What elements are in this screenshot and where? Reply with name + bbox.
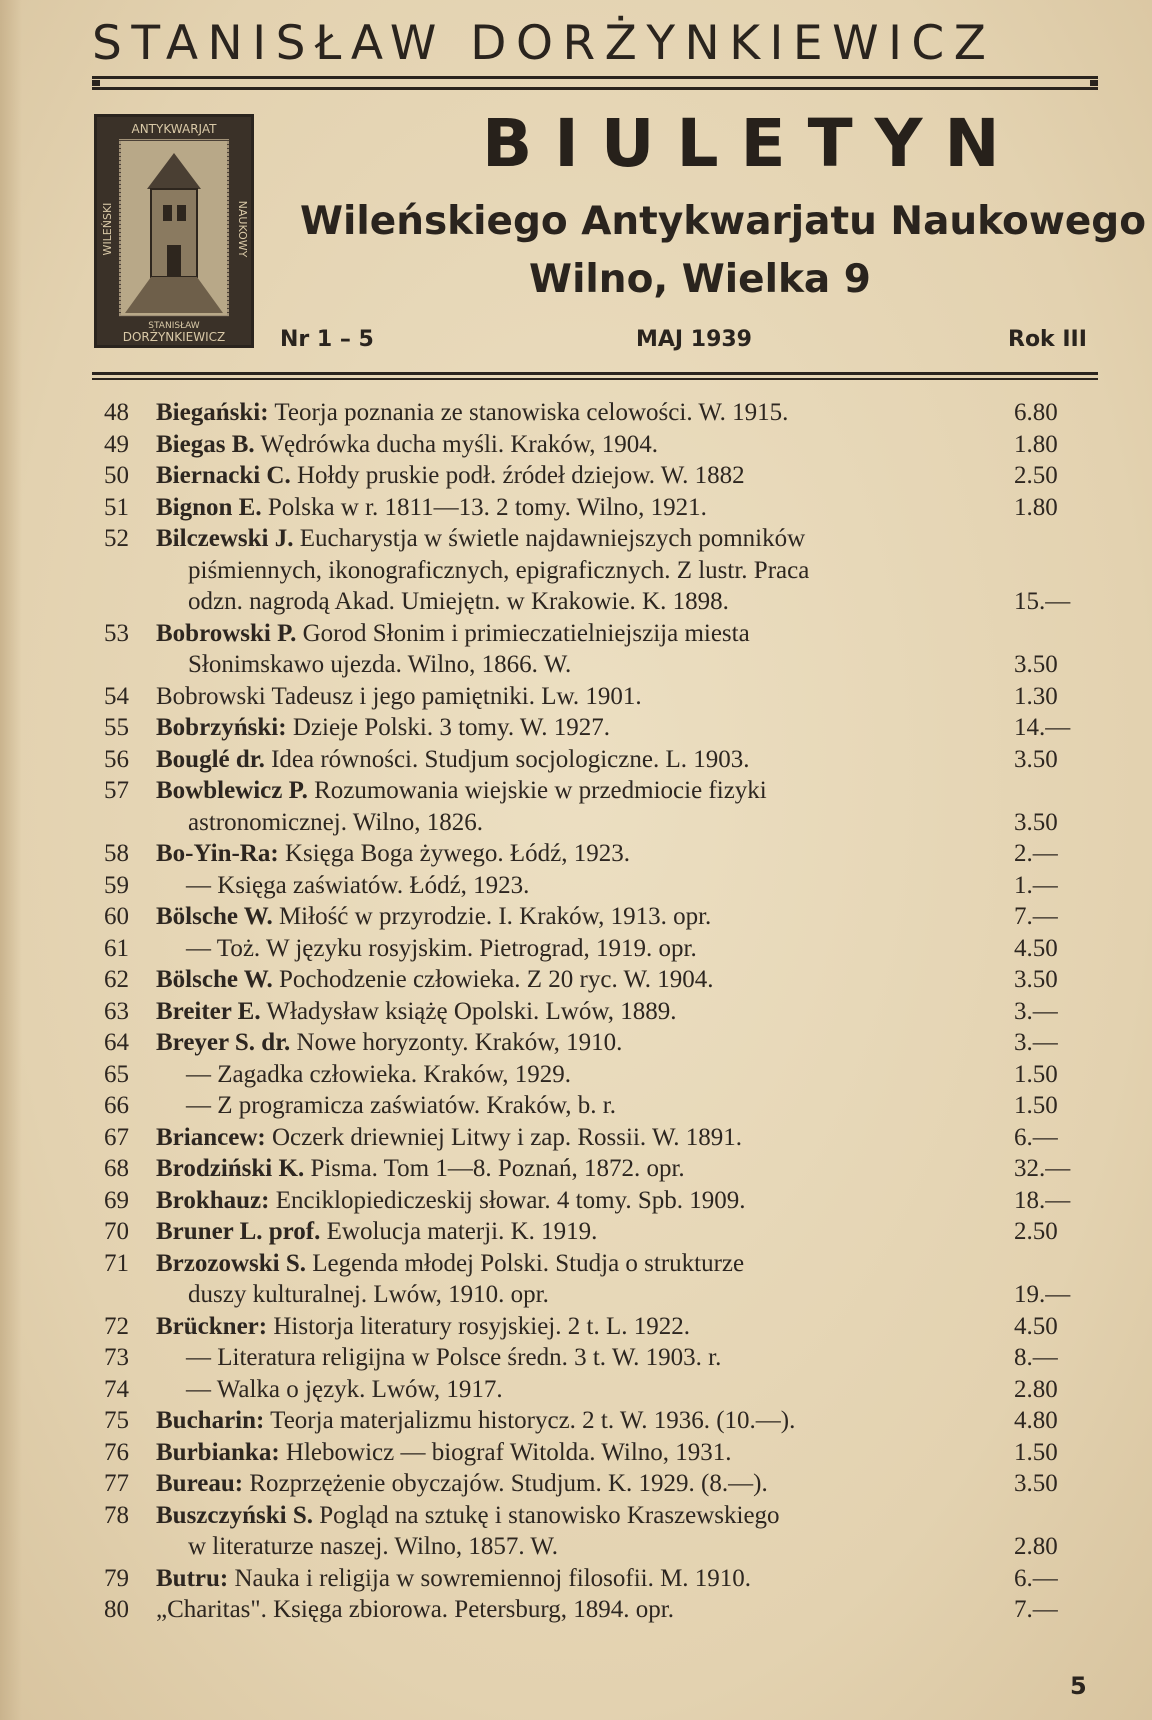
entry-price: 1.50 bbox=[1014, 1438, 1058, 1466]
entry-author: Buszczyński S. bbox=[156, 1501, 313, 1529]
entry-number: 75 bbox=[104, 1407, 129, 1434]
entry-number: 54 bbox=[104, 682, 129, 710]
entry-text bbox=[186, 1342, 721, 1374]
entry-price: 2.80 bbox=[1014, 1533, 1058, 1560]
entry-number: 69 bbox=[104, 1186, 129, 1214]
catalog-entry-line bbox=[104, 397, 1104, 429]
entry-author: Brokhauz: bbox=[156, 1186, 270, 1214]
entry-price: 19.— bbox=[1014, 1281, 1071, 1308]
entry-price: 3.50 bbox=[1014, 966, 1058, 993]
entry-text bbox=[156, 429, 658, 461]
entry-price: 1.80 bbox=[1014, 493, 1058, 521]
entry-description: Gorod Słonim i primieczatielniejszija miesta bbox=[302, 619, 750, 647]
catalog-entry-line bbox=[104, 1090, 1104, 1122]
catalog-entry-line bbox=[104, 1563, 1104, 1595]
entry-description: Teorja poznania ze stanowiska celowości. W. 1915. bbox=[274, 399, 789, 426]
catalog-entry-line bbox=[104, 523, 1104, 555]
catalog-entry-line bbox=[104, 1216, 1104, 1248]
entry-description: Pisma. Tom 1—8. Poznań, 1872. opr. bbox=[310, 1155, 685, 1182]
logo-left-text: WILEŃSKI bbox=[101, 202, 114, 256]
entry-author: Bowblewicz P. bbox=[156, 777, 308, 804]
issue-number: Nr 1 – 5 bbox=[280, 327, 374, 352]
entry-description: w literaturze naszej. Wilno, 1857. W. bbox=[188, 1533, 558, 1560]
header-bottom-rule bbox=[92, 372, 1098, 380]
entry-description: Władysław książę Opolski. Lwów, 1889. bbox=[266, 997, 677, 1025]
entry-number: 63 bbox=[104, 997, 129, 1025]
logo-right-text: NAUKOWY bbox=[236, 200, 249, 258]
entry-price: 3.50 bbox=[1014, 808, 1058, 836]
catalog-entry-line bbox=[104, 744, 1104, 776]
entry-author: Brückner: bbox=[156, 1312, 268, 1340]
entry-text bbox=[156, 775, 767, 807]
entry-number: 70 bbox=[104, 1218, 129, 1245]
catalog-entry-line bbox=[104, 1311, 1104, 1343]
entry-text bbox=[156, 492, 707, 524]
catalog-entry-line bbox=[104, 618, 1104, 650]
entry-number: 61 bbox=[104, 934, 129, 962]
entry-description: — Zagadka człowieka. Kraków, 1929. bbox=[186, 1060, 572, 1088]
entry-price: 2.50 bbox=[1014, 1218, 1058, 1245]
entry-description: Pochodzenie człowieka. Z 20 ryc. W. 1904. bbox=[278, 966, 714, 993]
catalog-entry-line bbox=[104, 1059, 1104, 1091]
entry-price: 14.— bbox=[1014, 714, 1071, 741]
catalog-entry-line bbox=[104, 681, 1104, 713]
entry-author: Breyer S. dr. bbox=[156, 1029, 291, 1056]
entry-text bbox=[156, 1185, 746, 1217]
entry-text bbox=[186, 1374, 503, 1406]
entry-price: 6.80 bbox=[1014, 399, 1058, 426]
issue-date: MAJ 1939 bbox=[636, 327, 752, 352]
catalog-entry-line bbox=[104, 1279, 1104, 1311]
entry-text bbox=[156, 964, 714, 996]
entry-number: 80 bbox=[104, 1596, 129, 1623]
entry-text bbox=[156, 996, 677, 1028]
catalog-entry-line bbox=[104, 838, 1104, 870]
catalog-entry-line bbox=[104, 1374, 1104, 1406]
entry-number: 72 bbox=[104, 1312, 129, 1340]
catalog-entry-line bbox=[104, 775, 1104, 807]
entry-author: Bouglé dr. bbox=[156, 745, 265, 773]
page-number: 5 bbox=[1070, 1672, 1087, 1700]
catalog-entry-line bbox=[104, 1153, 1104, 1185]
entry-description: duszy kulturalnej. Lwów, 1910. opr. bbox=[188, 1281, 549, 1308]
entry-description: Nowe horyzonty. Kraków, 1910. bbox=[296, 1029, 623, 1056]
tower-emblem-icon bbox=[97, 117, 251, 345]
entry-author: Bruner L. prof. bbox=[156, 1218, 321, 1245]
entry-author: Bölsche W. bbox=[156, 966, 273, 993]
entry-description: Słonimskawo ujezda. Wilno, 1866. W. bbox=[188, 651, 572, 678]
catalog-entries bbox=[104, 397, 1104, 1626]
entry-description: — Literatura religijna w Polsce średn. 3 t. W. 1903. r. bbox=[186, 1344, 722, 1371]
entry-description: Polska w r. 1811—13. 2 tomy. Wilno, 1921. bbox=[267, 493, 707, 521]
entry-number: 58 bbox=[104, 840, 129, 867]
entry-description: — Walka o język. Lwów, 1917. bbox=[186, 1375, 503, 1403]
entry-author: Butru: bbox=[156, 1564, 229, 1592]
entry-number: 59 bbox=[104, 871, 129, 899]
entry-description: Eucharystja w świetle najdawniejszych pomników bbox=[299, 525, 806, 552]
catalog-entry-line bbox=[104, 460, 1104, 492]
entry-price: 2.80 bbox=[1014, 1375, 1058, 1403]
entry-description: Hlebowicz — biograf Witolda. Wilno, 1931. bbox=[285, 1438, 732, 1466]
entry-author: Bobrzyński: bbox=[156, 714, 287, 741]
entry-number: 66 bbox=[104, 1092, 129, 1119]
entry-number: 49 bbox=[104, 430, 129, 458]
entry-description: Teorja materjalizmu historycz. 2 t. W. 1936. (10.—). bbox=[270, 1407, 796, 1434]
entry-author: Bo-Yin-Ra: bbox=[156, 840, 279, 867]
entry-price: 2.— bbox=[1014, 840, 1058, 867]
entry-description: Dzieje Polski. 3 tomy. W. 1927. bbox=[292, 714, 610, 741]
entry-price: 1.80 bbox=[1014, 430, 1058, 458]
entry-price: 6.— bbox=[1014, 1123, 1058, 1151]
entry-price: 4.50 bbox=[1014, 934, 1058, 962]
entry-number: 68 bbox=[104, 1155, 129, 1182]
entry-number: 50 bbox=[104, 462, 129, 489]
entry-description: Bobrowski Tadeusz i jego pamiętniki. Lw. 1901. bbox=[156, 682, 642, 710]
entry-text bbox=[156, 1468, 768, 1500]
entry-price: 32.— bbox=[1014, 1155, 1071, 1182]
entry-number: 55 bbox=[104, 714, 129, 741]
catalog-entry-line bbox=[104, 1248, 1104, 1280]
entry-number: 71 bbox=[104, 1249, 129, 1277]
entry-price: 8.— bbox=[1014, 1344, 1058, 1371]
entry-text bbox=[156, 1405, 795, 1437]
entry-author: Burbianka: bbox=[156, 1438, 280, 1466]
entry-text bbox=[156, 397, 788, 429]
entry-author: Biegański: bbox=[156, 399, 269, 426]
entry-price: 2.50 bbox=[1014, 462, 1058, 489]
entry-price: 3.— bbox=[1014, 1029, 1058, 1056]
logo-bottom-text-1: STANISŁAW bbox=[148, 321, 200, 331]
entry-author: Bilczewski J. bbox=[156, 525, 294, 552]
catalog-entry-line bbox=[104, 1342, 1104, 1374]
entry-number: 74 bbox=[104, 1375, 129, 1403]
entry-price: 1.50 bbox=[1014, 1060, 1058, 1088]
entry-text bbox=[188, 649, 571, 681]
entry-author: Brzozowski S. bbox=[156, 1249, 306, 1277]
entry-text bbox=[188, 1279, 549, 1311]
bulletin-subtitle: Wileńskiego Antykwarjatu Naukowego bbox=[300, 199, 1147, 244]
entry-description: odzn. nagrodą Akad. Umiejętn. w Krakowie. K. 1898. bbox=[188, 588, 729, 615]
entry-text bbox=[156, 1311, 690, 1343]
logo-top-text: ANTYKWARJAT bbox=[131, 122, 217, 136]
header-double-rule bbox=[92, 76, 1098, 90]
entry-number: 56 bbox=[104, 745, 129, 773]
entry-number: 76 bbox=[104, 1438, 129, 1466]
catalog-entry-line bbox=[104, 492, 1104, 524]
entry-price: 3.— bbox=[1014, 997, 1058, 1025]
catalog-entry-line bbox=[104, 1594, 1104, 1626]
catalog-entry-line bbox=[104, 996, 1104, 1028]
entry-text bbox=[156, 744, 749, 776]
entry-price: 18.— bbox=[1014, 1186, 1071, 1214]
entry-price: 1.30 bbox=[1014, 682, 1058, 710]
entry-text bbox=[186, 933, 697, 965]
entry-text bbox=[156, 523, 805, 555]
entry-number: 64 bbox=[104, 1029, 129, 1056]
entry-number: 53 bbox=[104, 619, 129, 647]
entry-description: Idea równości. Studjum socjologiczne. L. 1903. bbox=[271, 745, 750, 773]
catalog-entry-line bbox=[104, 1500, 1104, 1532]
entry-text bbox=[156, 681, 642, 713]
entry-description: Księga Boga żywego. Łódź, 1923. bbox=[284, 840, 630, 867]
entry-text bbox=[186, 1090, 616, 1122]
entry-price: 3.50 bbox=[1014, 745, 1058, 773]
entry-text bbox=[156, 1153, 685, 1185]
logo-bottom-text-2: DORŻYNKIEWICZ bbox=[122, 330, 226, 344]
catalog-entry-line bbox=[104, 870, 1104, 902]
entry-text bbox=[188, 586, 729, 618]
entry-number: 52 bbox=[104, 525, 129, 552]
entry-price: 7.— bbox=[1014, 1596, 1058, 1623]
entry-price: 1.50 bbox=[1014, 1092, 1058, 1119]
entry-text bbox=[156, 618, 750, 650]
entry-number: 73 bbox=[104, 1344, 129, 1371]
catalog-entry-line bbox=[104, 429, 1104, 461]
entry-text bbox=[186, 870, 529, 902]
entry-description: Legenda młodej Polski. Studja o strukturze bbox=[312, 1249, 745, 1277]
entry-number: 79 bbox=[104, 1564, 129, 1592]
catalog-entry-line bbox=[104, 933, 1104, 965]
catalog-entry-line bbox=[104, 1027, 1104, 1059]
entry-description: Oczerk driewniej Litwy i zap. Rossii. W. 1891. bbox=[271, 1123, 743, 1151]
entry-number: 51 bbox=[104, 493, 129, 521]
entry-author: Bureau: bbox=[156, 1470, 244, 1497]
entry-text bbox=[156, 1122, 742, 1154]
entry-text bbox=[188, 555, 809, 587]
entry-description: Miłość w przyrodzie. I. Kraków, 1913. opr. bbox=[278, 903, 712, 930]
entry-text bbox=[156, 1027, 622, 1059]
entry-text bbox=[156, 1500, 780, 1532]
catalog-entry-line bbox=[104, 901, 1104, 933]
entry-number: 62 bbox=[104, 966, 129, 993]
entry-text bbox=[156, 1437, 732, 1469]
entry-description: Wędrówka ducha myśli. Kraków, 1904. bbox=[260, 430, 659, 458]
entry-description: piśmiennych, ikonograficznych, epigraficznych. Z lustr. Praca bbox=[188, 556, 810, 584]
entry-number: 48 bbox=[104, 399, 129, 426]
catalog-entry-line bbox=[104, 1405, 1104, 1437]
entry-description: Nauka i religija w sowremiennoj filosofii. M. 1910. bbox=[234, 1564, 752, 1592]
entry-price: 3.50 bbox=[1014, 651, 1058, 678]
entry-price: 6.— bbox=[1014, 1564, 1058, 1592]
entry-text bbox=[188, 807, 483, 839]
entry-description: — Księga zaświatów. Łódź, 1923. bbox=[186, 871, 530, 899]
entry-price: 7.— bbox=[1014, 903, 1058, 930]
catalog-entry-line bbox=[104, 1122, 1104, 1154]
entry-description: Enciklopiediczeskij słowar. 4 tomy. Spb. 1909. bbox=[275, 1186, 746, 1214]
entry-text bbox=[156, 1216, 597, 1248]
catalog-entry-line bbox=[104, 555, 1104, 587]
entry-author: Bignon E. bbox=[156, 493, 262, 521]
catalog-entry-line bbox=[104, 649, 1104, 681]
entry-number: 77 bbox=[104, 1470, 129, 1497]
entry-text bbox=[188, 1531, 558, 1563]
entry-number: 78 bbox=[104, 1501, 129, 1529]
entry-author: Bölsche W. bbox=[156, 903, 273, 930]
entry-description: Rozprzężenie obyczajów. Studjum. K. 1929. (8.—). bbox=[249, 1470, 768, 1497]
entry-text bbox=[156, 1563, 751, 1595]
entry-number: 67 bbox=[104, 1123, 129, 1151]
entry-text bbox=[156, 712, 610, 744]
entry-price: 1.— bbox=[1014, 871, 1058, 899]
catalog-entry-line bbox=[104, 586, 1104, 618]
entry-author: Brodziński K. bbox=[156, 1155, 305, 1182]
catalog-entry-line bbox=[104, 1437, 1104, 1469]
entry-text bbox=[186, 1059, 571, 1091]
catalog-entry-line bbox=[104, 1468, 1104, 1500]
catalog-entry-line bbox=[104, 964, 1104, 996]
entry-author: Biegas B. bbox=[156, 430, 255, 458]
catalog-entry-line bbox=[104, 1185, 1104, 1217]
entry-description: Rozumowania wiejskie w przedmiocie fizyki bbox=[314, 777, 767, 804]
publisher-name: STANISŁAW DORŻYNKIEWICZ bbox=[92, 16, 996, 71]
entry-author: Breiter E. bbox=[156, 997, 261, 1025]
entry-description: Historja literatury rosyjskiej. 2 t. L. 1922. bbox=[273, 1312, 690, 1340]
entry-price: 15.— bbox=[1014, 588, 1071, 615]
antiquarian-logo-stamp bbox=[94, 114, 254, 348]
entry-text bbox=[156, 838, 630, 870]
entry-author: Bucharin: bbox=[156, 1407, 265, 1434]
entry-author: Biernacki C. bbox=[156, 462, 291, 489]
entry-text bbox=[156, 901, 711, 933]
bulletin-address: Wilno, Wielka 9 bbox=[529, 257, 871, 302]
entry-description: Hołdy pruskie podł. źródeł dziejow. W. 1882 bbox=[296, 462, 745, 489]
entry-description: astronomicznej. Wilno, 1826. bbox=[188, 808, 484, 836]
catalog-entry-line bbox=[104, 712, 1104, 744]
entry-author: Bobrowski P. bbox=[156, 619, 297, 647]
entry-description: „Charitas". Księga zbiorowa. Petersburg, 1894. opr. bbox=[156, 1596, 674, 1623]
entry-price: 3.50 bbox=[1014, 1470, 1058, 1497]
issue-year: Rok III bbox=[1008, 327, 1087, 352]
entry-description: Pogląd na sztukę i stanowisko Kraszewskiego bbox=[319, 1501, 780, 1529]
catalog-entry-line bbox=[104, 807, 1104, 839]
entry-price: 4.50 bbox=[1014, 1312, 1058, 1340]
page-binding-edge bbox=[0, 0, 22, 1720]
entry-description: Ewolucja materji. K. 1919. bbox=[326, 1218, 598, 1245]
entry-text bbox=[156, 1248, 744, 1280]
catalog-entry-line bbox=[104, 1531, 1104, 1563]
entry-number: 57 bbox=[104, 777, 129, 804]
bulletin-title: BIULETYN bbox=[482, 105, 1022, 182]
entry-number: 65 bbox=[104, 1060, 129, 1088]
entry-description: — Z programicza zaświatów. Kraków, b. r. bbox=[186, 1092, 616, 1119]
entry-text bbox=[156, 460, 745, 492]
entry-number: 60 bbox=[104, 903, 129, 930]
entry-price: 4.80 bbox=[1014, 1407, 1058, 1434]
entry-text bbox=[156, 1594, 674, 1626]
entry-description: — Toż. W języku rosyjskim. Pietrograd, 1919. opr. bbox=[186, 934, 697, 962]
entry-author: Briancew: bbox=[156, 1123, 266, 1151]
